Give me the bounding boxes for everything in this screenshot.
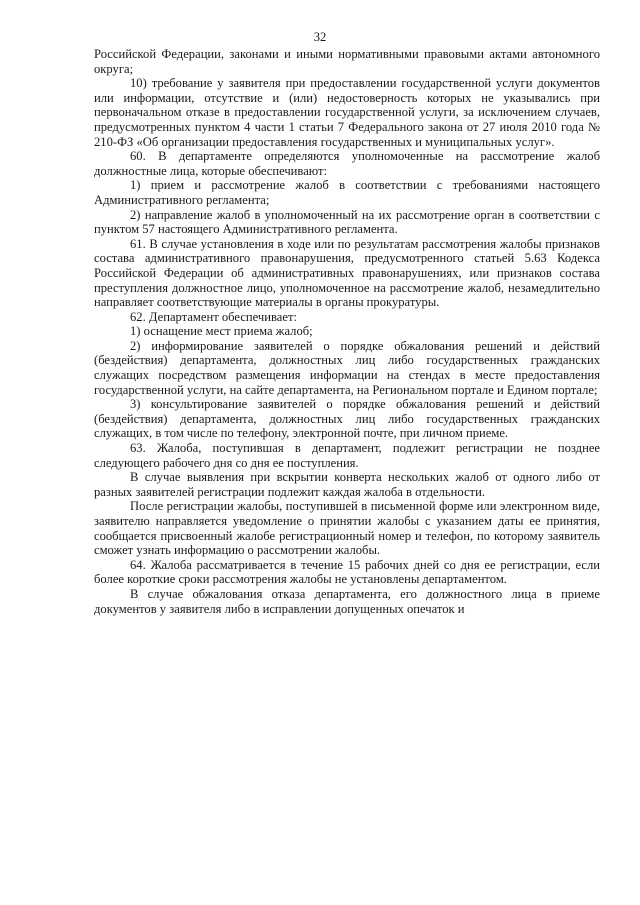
paragraph-section-60: 60. В департаменте определяются уполномоченные на рассмотрение жалоб должностные лица, которые обеспечивают: xyxy=(94,149,600,178)
paragraph-62-item-3: 3) консультирование заявителей о порядке обжалования решений и действий (бездействия) департамента, должностных лиц либо государственных гражданских служащих, в том числе по телефону, электронной почте, при личном приеме. xyxy=(94,397,600,441)
paragraph-section-61: 61. В случае установления в ходе или по результатам рассмотрения жалобы признаков состава административного правонарушения, предусмотренного статьей 5.63 Кодекса Российской Федерации об административных правонарушениях, или признаков состава преступления должностное лицо, уполномоченное на рассмотрение жалоб, незамедлительно направляет соответствующие материалы в органы прокуратуры. xyxy=(94,236,600,310)
document-body xyxy=(94,47,600,616)
paragraph-63-notification: После регистрации жалобы, поступившей в письменной форме или электронном виде, заявителю направляется уведомление о принятии жалобы с указанием даты ее принятия, сообщается присвоенный жалобе регистрационный номер и телефон, по которому заявитель сможет узнать информацию о рассмотрении жалобы. xyxy=(94,499,600,558)
paragraph-item-10: 10) требование у заявителя при предоставлении государственной услуги документов или информации, отсутствие и (или) недостоверность которых не указывались при первоначальном отказе в предоставлении государственной услуги, за исключением случаев, предусмотренных пунктом 4 части 1 статьи 7 Федерального закона от 27 июля 2010 года № 210-ФЗ «Об организации предоставления государственных и муниципальных услуг». xyxy=(94,76,600,149)
paragraph-60-item-1: 1) прием и рассмотрение жалоб в соответствии с требованиями настоящего Административного регламента; xyxy=(94,178,600,207)
paragraph-section-64: 64. Жалоба рассматривается в течение 15 рабочих дней со дня ее регистрации, если более короткие сроки рассмотрения жалобы не установлены департаментом. xyxy=(94,557,600,587)
paragraph-section-63: 63. Жалоба, поступившая в департамент, подлежит регистрации не позднее следующего рабочего дня со дня ее поступления. xyxy=(94,441,600,470)
paragraph-60-item-2: 2) направление жалоб в уполномоченный на их рассмотрение орган в соответствии с пунктом 57 настоящего Административного регламента. xyxy=(94,207,600,237)
paragraph-63-multiple-complaints: В случае выявления при вскрытии конверта нескольких жалоб от одного либо от разных заявителей регистрации подлежит каждая жалоба в отдельности. xyxy=(94,470,600,499)
paragraph-62-item-2: 2) информирование заявителей о порядке обжалования решений и действий (бездействия) департамента, должностных лиц либо государственных гражданских служащих посредством размещения информации на стендах в месте предоставления государственной услуги, на сайте департамента, на Региональном портале и Едином портале; xyxy=(94,338,600,397)
paragraph-62-item-1: 1) оснащение мест приема жалоб; xyxy=(130,324,313,339)
paragraph-continuation: Российской Федерации, законами и иными нормативными правовыми актами автономного округа; xyxy=(94,47,600,76)
paragraph-64-refusal-appeal: В случае обжалования отказа департамента, его должностного лица в приеме документов у заявителя либо в исправлении допущенных опечаток и xyxy=(94,586,600,616)
page-number: 32 xyxy=(313,30,327,44)
paragraph-section-62: 62. Департамент обеспечивает: xyxy=(130,309,297,324)
